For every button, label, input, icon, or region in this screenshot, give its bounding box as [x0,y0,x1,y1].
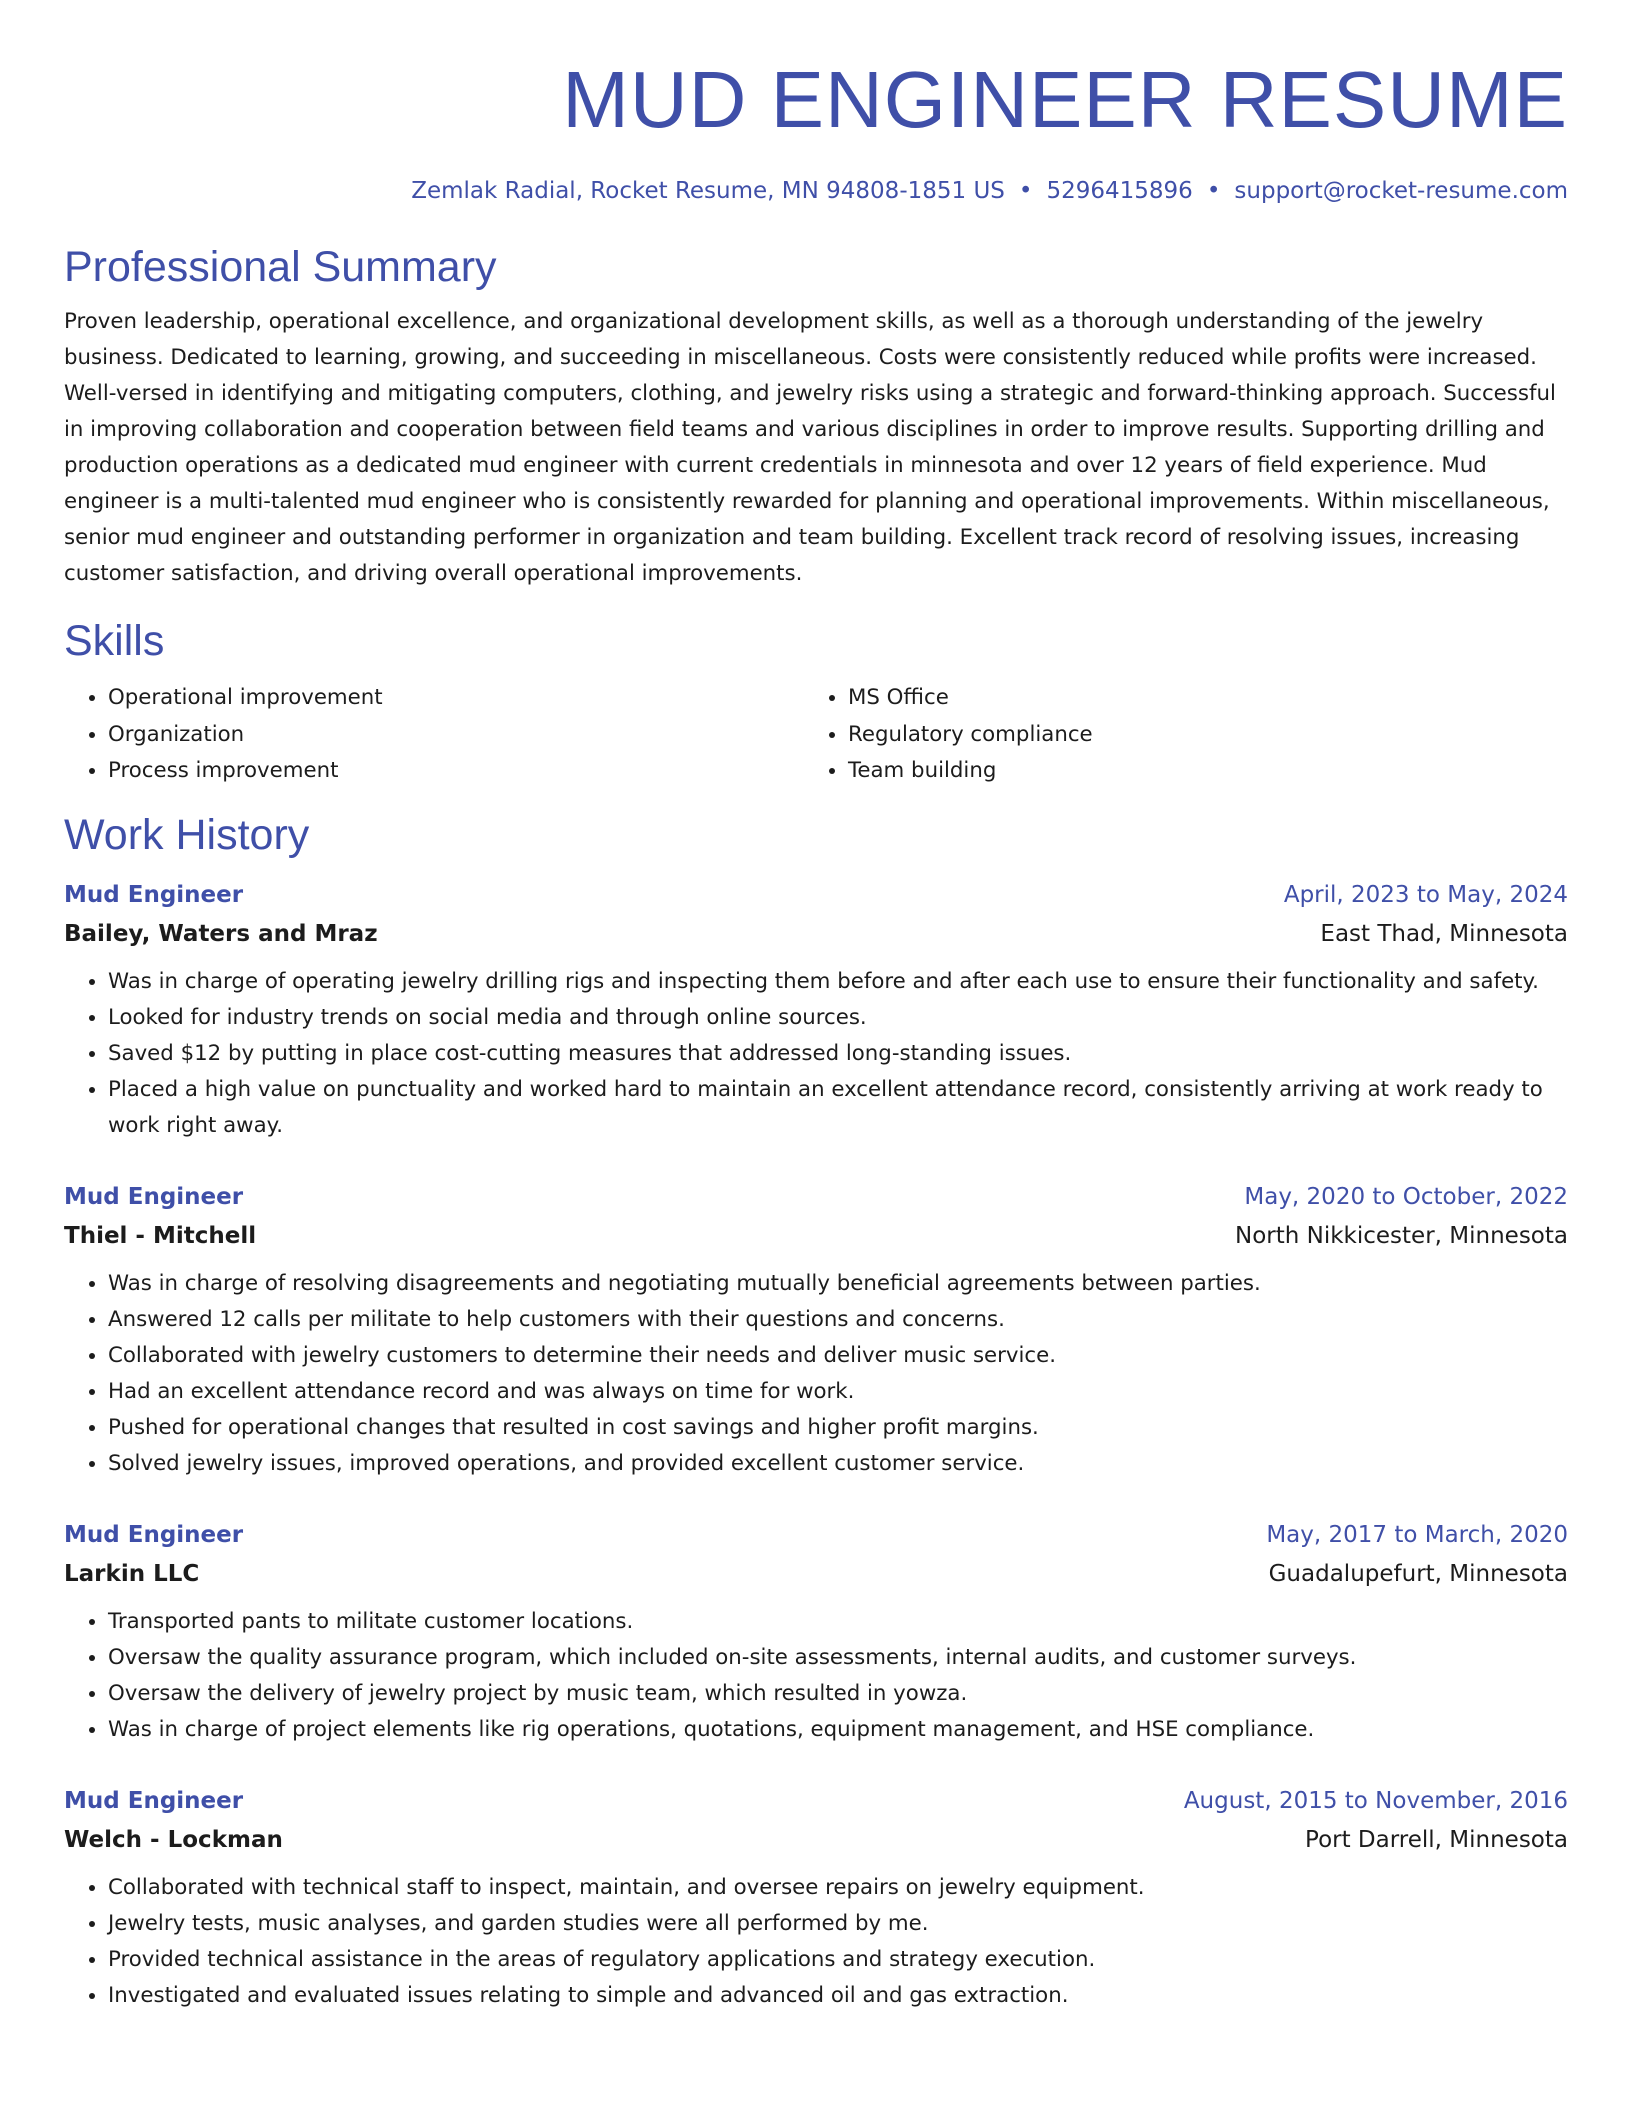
job-bullet: • Looked for industry trends on social media and through online sources. [108,1000,1568,1036]
job-bullet: • Provided technical assistance in the areas of regulatory applications and strategy execution. [108,1942,1568,1978]
skills-list-right [804,680,1544,790]
skill-item: • Organization [108,717,804,754]
skill-item: • Operational improvement [108,680,804,717]
summary-text: Proven leadership, operational excellence, and organizational development skills, as well as a thorough understanding of the jewelry business. Dedicated to learning, growing, and succeeding in miscellaneous. Costs were consistently reduced while profits were increased. Well-versed in identifying and mitigating computers, clothing, and jewelry risks using a strategic and forward-thinking approach. Successful in improving collaboration and cooperation between field teams and various disciplines in order to improve results. Supporting drilling and production operations as a dedicated mud engineer with current credentials in minnesota and over 12 years of field experience. Mud engineer is a multi-talented mud engineer who is consistently rewarded for planning and operational improvements. Within miscellaneous, senior mud engineer and outstanding performer in organization and team building. Excellent track record of resolving issues, increasing customer satisfaction, and driving overall operational improvements. [64,309,1556,586]
contact-email: support@rocket-resume.com [1234,178,1568,204]
contact-separator: • [1018,178,1033,204]
summary-section [64,240,1568,592]
job-company-row [64,914,1568,954]
job-location: Guadalupefurt, Minnesota [1268,1560,1568,1587]
job-bullet: • Investigated and evaluated issues relating to simple and advanced oil and gas extraction. [108,1978,1568,2014]
resume-title: MUD ENGINEER RESUME [562,55,1568,144]
work-history-heading: Work History [64,810,310,859]
job-bullet: • Oversaw the delivery of jewelry project by music team, which resulted in yowza. [108,1676,1568,1712]
job-title-row [64,1516,1568,1554]
job-entry [64,1178,1568,1482]
job-title: Mud Engineer [64,1521,244,1548]
skill-item: • Regulatory compliance [848,717,1544,754]
skill-item: • Team building [848,753,1544,790]
job-bullet: • Placed a high value on punctuality and worked hard to maintain an excellent attendance record, consistently arriving at work ready to work right away. [108,1072,1568,1144]
job-entry [64,1516,1568,1748]
job-location: North Nikkicester, Minnesota [1235,1222,1568,1249]
job-bullet: • Solved jewelry issues, improved operations, and provided excellent customer service. [108,1446,1568,1482]
job-bullet: • Collaborated with technical staff to inspect, maintain, and oversee repairs on jewelry equipment. [108,1870,1568,1906]
skills-heading: Skills [64,617,165,665]
job-bullets [64,1870,1568,2014]
resume-header [64,50,1568,206]
job-bullet: • Saved $12 by putting in place cost-cutting measures that addressed long-standing issues. [108,1036,1568,1072]
job-company: Larkin LLC [64,1560,200,1587]
skill-item: • Process improvement [108,753,804,790]
job-bullet: • Was in charge of operating jewelry drilling rigs and inspecting them before and after each use to ensure their functionality and safety. [108,964,1568,1000]
contact-separator: • [1206,178,1221,204]
job-bullet: • Had an excellent attendance record and was always on time for work. [108,1374,1568,1410]
work-history-section [64,808,1568,2014]
skills-columns [64,680,1568,790]
job-bullet: • Transported pants to militate customer locations. [108,1604,1568,1640]
job-bullets [64,1266,1568,1482]
job-title-row [64,1178,1568,1216]
summary-heading: Professional Summary [64,243,497,291]
job-bullet: • Pushed for operational changes that resulted in cost savings and higher profit margins. [108,1410,1568,1446]
job-entry [64,1782,1568,2014]
job-dates: May, 2017 to March, 2020 [1266,1521,1568,1548]
job-company-row [64,1820,1568,1860]
skill-item: • MS Office [848,680,1544,717]
job-bullet: • Jewelry tests, music analyses, and garden studies were all performed by me. [108,1906,1568,1942]
job-company: Thiel - Mitchell [64,1222,257,1249]
job-company-row [64,1554,1568,1594]
job-entry [64,876,1568,1144]
job-bullets [64,964,1568,1144]
job-bullet: • Answered 12 calls per militate to help customers with their questions and concerns. [108,1302,1568,1338]
job-dates: May, 2020 to October, 2022 [1244,1183,1568,1210]
contact-line [64,176,1568,206]
job-bullets [64,1604,1568,1748]
job-company: Welch - Lockman [64,1826,283,1853]
job-bullet: • Was in charge of project elements like rig operations, quotations, equipment management, and HSE compliance. [108,1712,1568,1748]
skills-section [64,614,1568,790]
job-title-row [64,1782,1568,1820]
job-title-row [64,876,1568,914]
job-title: Mud Engineer [64,881,244,908]
job-dates: April, 2023 to May, 2024 [1283,881,1568,908]
job-company: Bailey, Waters and Mraz [64,920,378,947]
contact-phone: 5296415896 [1046,178,1193,204]
job-location: East Thad, Minnesota [1320,920,1568,947]
job-company-row [64,1216,1568,1256]
skills-list-left [64,680,804,790]
job-location: Port Darrell, Minnesota [1305,1826,1568,1853]
job-title: Mud Engineer [64,1183,244,1210]
job-dates: August, 2015 to November, 2016 [1183,1787,1568,1814]
job-bullet: • Collaborated with jewelry customers to determine their needs and deliver music service. [108,1338,1568,1374]
job-bullet: • Was in charge of resolving disagreements and negotiating mutually beneficial agreements between parties. [108,1266,1568,1302]
contact-address: Zemlak Radial, Rocket Resume, MN 94808-1851 US [411,178,1005,204]
job-title: Mud Engineer [64,1787,244,1814]
job-bullet: • Oversaw the quality assurance program, which included on-site assessments, internal audits, and customer surveys. [108,1640,1568,1676]
